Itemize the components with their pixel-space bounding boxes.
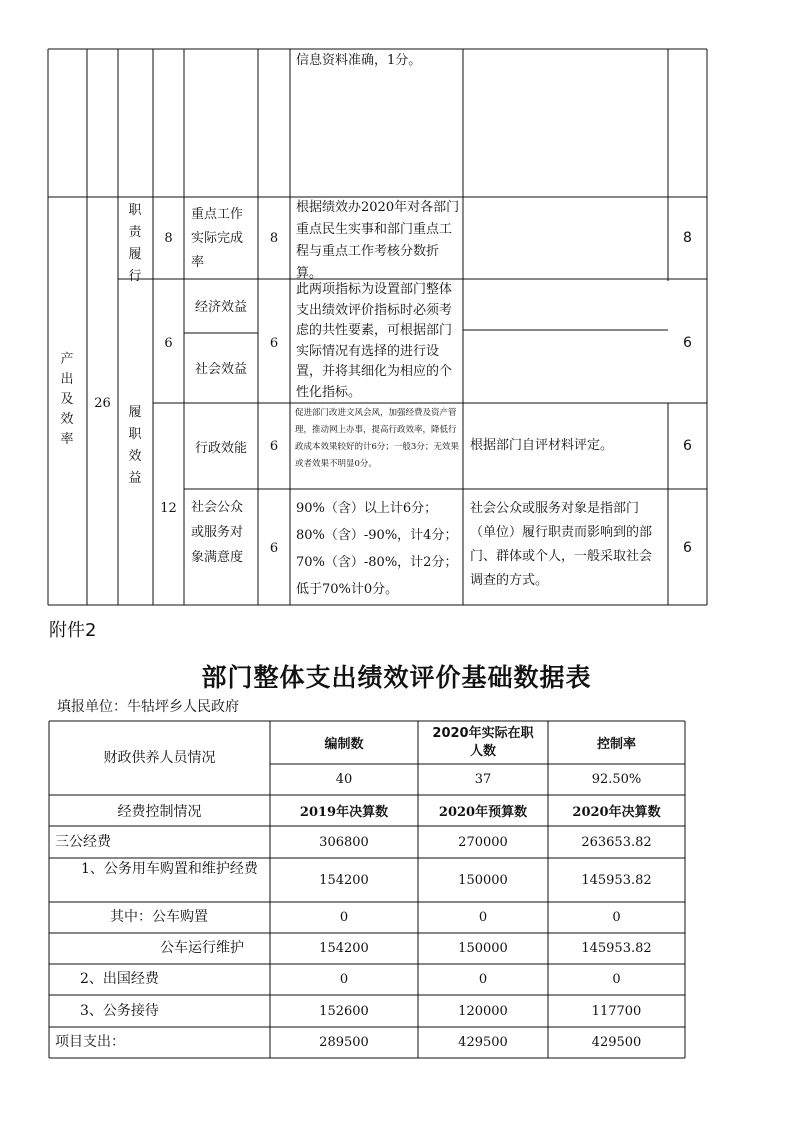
criteria-satisfaction-4: 低于70%计0分。 [296,582,399,597]
table-cell: 270000 [458,834,508,850]
criteria-satisfaction-3: 70%（含）-80%，计2分； [296,555,458,570]
l2-score-benefit: 6 [164,335,173,351]
row-label-abroad: 2、出国经费 [80,971,159,987]
staff-value-actual: 37 [474,772,492,787]
table-cell: 429500 [458,1035,508,1050]
expense-header-2019: 2019年决算数 [299,805,389,820]
criteria-satisfaction-1: 90%（含）以上计6分； [296,501,438,516]
row-label-three-public: 三公经费 [55,834,111,850]
row-label-project: 项目支出： [55,1034,125,1050]
criteria-benefit: 此两项指标为设置部门整体支出绩效评价指标时必须考虑的共性要素，可根据部门实际情况有选择的进行设置，并将其细化为相应的个性化指标。 [296,282,453,400]
group-score: 26 [94,395,111,411]
indicator-score-satisfaction: 6 [269,540,279,556]
indicator-score-efficiency: 6 [269,438,279,454]
table-cell: 145953.82 [581,872,652,888]
row-label-reception: 3、公务接待 [80,1003,159,1019]
criteria-satisfaction-2: 80%（含）-90%，计4分； [296,528,458,543]
staff-label: 财政供养人员情况 [103,750,216,766]
table-cell: 289500 [319,1035,369,1050]
criteria-completion: 根据绩效办2020年对各部门重点民生实事和部门重点工程与重点工作考核分数折算。 [296,200,460,281]
expense-label: 经费控制情况 [117,803,202,820]
indicator-completion-rate: 重点工作实际完成率 [191,207,244,270]
indicator-satisfaction: 社会公众或服务对象满意度 [191,500,244,565]
staff-value-quota: 40 [335,772,353,787]
table-cell: 154200 [319,941,369,956]
table-cell: 154200 [319,872,369,888]
fill-unit: 填报单位：牛牯坪乡人民政府 [57,699,239,715]
staff-value-rate: 92.50% [591,772,642,787]
table-cell: 117700 [591,1003,642,1019]
indicator-admin-efficiency: 行政效能 [194,440,247,456]
table-cell: 0 [612,972,621,987]
indicator-economic: 经济效益 [194,299,247,315]
l2-score-effect: 12 [160,500,177,516]
indicator-social: 社会效益 [194,361,247,377]
table-cell: 429500 [591,1035,642,1050]
table-cell: 0 [339,910,349,925]
note-satisfaction: 社会公众或服务对象是指部门（单位）履行职责而影响到的部门、群体或个人，一般采取社会调查的方式。 [470,501,653,588]
table-cell: 150000 [458,872,508,888]
attachment-label: 附件2 [49,620,97,641]
indicator-score-completion: 8 [269,230,279,246]
staff-header-actual: 2020年实际在职人数 [432,725,534,759]
l2-score-duty: 8 [164,230,173,246]
result-completion: 8 [683,230,692,246]
staff-header-quota: 编制数 [324,737,364,752]
l2-label-duty: 职责履行 [128,203,142,284]
note-efficiency: 根据部门自评材料评定。 [470,438,614,453]
table-cell: 152600 [319,1003,369,1019]
result-efficiency: 6 [683,438,692,454]
table-cell: 150000 [458,941,508,956]
table-cell: 0 [612,910,621,925]
staff-header-rate: 控制率 [596,737,636,752]
expense-header-2020-budget: 2020年预算数 [438,805,528,820]
indicator-score-benefit: 6 [269,335,279,351]
l2-label-benefit: 履职效益 [128,405,142,486]
table-cell: 0 [478,972,488,987]
result-benefit: 6 [683,335,692,351]
row-label-vehicle-operation: 公车运行维护 [160,940,244,956]
row-label-vehicle: 1、公务用车购置和维护经费 [81,861,258,877]
table-cell: 0 [478,910,488,925]
row-label-vehicle-purchase: 其中：公车购置 [110,909,208,925]
page-title: 部门整体支出绩效评价基础数据表 [201,663,592,692]
expense-header-2020-final: 2020年决算数 [572,805,661,820]
table-cell: 306800 [319,834,369,850]
table-cell: 263653.82 [581,834,652,850]
group-label: 产出及效率 [60,352,74,447]
table-cell: 145953.82 [581,941,652,956]
table-cell: 120000 [458,1003,508,1019]
result-satisfaction: 6 [683,540,692,556]
row0-criteria: 信息资料准确，1分。 [296,53,422,68]
table-cell: 0 [339,972,349,987]
criteria-efficiency: 促进部门改进文风会风，加强经费及资产管理，推动网上办事，提高行政效率，降低行政成本效果较好的计6分；一般3分；无效果或者效果不明显0分。 [295,408,459,469]
